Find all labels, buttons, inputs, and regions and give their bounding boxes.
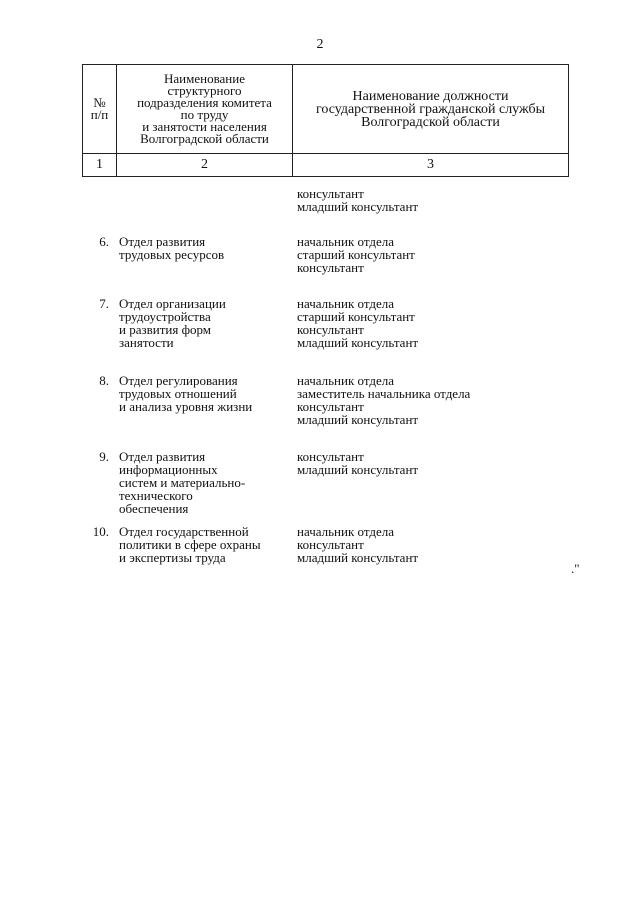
position-line: консультант xyxy=(297,399,364,414)
row-number: 8. xyxy=(99,373,109,388)
table-row xyxy=(82,450,569,515)
header-num-2: 2 xyxy=(117,154,293,177)
position-line: начальник отдела xyxy=(297,373,395,388)
closing-quote-mark: ." xyxy=(571,561,580,576)
positions-list xyxy=(297,235,415,274)
row-number: 6. xyxy=(99,234,109,249)
position-line: старший консультант xyxy=(297,247,415,262)
header-col-number-text: № п/п xyxy=(90,95,109,122)
header-col-department-text: Наименование структурного подразделения комитета по труду и занятости населения Волгоградской области xyxy=(137,71,272,146)
position-line: младший консультант xyxy=(297,412,419,427)
continued-positions xyxy=(297,187,569,213)
table-row xyxy=(82,525,569,564)
table-header xyxy=(82,64,569,177)
header-col-department xyxy=(117,65,293,154)
position-line: начальник отдела xyxy=(297,524,395,539)
position-line: начальник отдела xyxy=(297,296,395,311)
position-line: младший консультант xyxy=(297,462,419,477)
header-col-number xyxy=(83,65,117,154)
table-body xyxy=(82,186,569,565)
position-line: консультант xyxy=(297,186,364,201)
positions-list xyxy=(297,525,418,564)
table-row xyxy=(82,235,569,274)
header-col-position-text: Наименование должности государственной гражданской службы Волгоградской области xyxy=(315,88,546,130)
row-number: 7. xyxy=(99,296,109,311)
position-line: заместитель начальника отдела xyxy=(297,386,471,401)
table-row xyxy=(82,297,569,349)
position-line: консультант xyxy=(297,537,364,552)
department-name: Отдел государственной политики в сфере охраны и экспертизы труда xyxy=(119,524,261,565)
position-line: консультант xyxy=(297,322,364,337)
position-line: консультант xyxy=(297,449,364,464)
table-row xyxy=(82,374,569,426)
department-name: Отдел организации трудоустройства и развития форм занятости xyxy=(119,296,226,350)
row-number: 9. xyxy=(99,449,109,464)
header-num-3: 3 xyxy=(293,154,569,177)
row-number: 10. xyxy=(92,524,109,539)
positions-list xyxy=(297,450,418,515)
position-line: начальник отдела xyxy=(297,234,395,249)
position-line: младший консультант xyxy=(297,335,419,350)
position-line: младший консультант xyxy=(297,199,419,214)
positions-list xyxy=(297,374,470,426)
header-col-position xyxy=(293,65,569,154)
position-line: старший консультант xyxy=(297,309,415,324)
page-number: 2 xyxy=(316,37,324,52)
department-name: Отдел развития трудовых ресурсов xyxy=(119,234,225,262)
position-line: консультант xyxy=(297,260,364,275)
position-line: младший консультант xyxy=(297,550,419,565)
department-name: Отдел регулирования трудовых отношений и анализа уровня жизни xyxy=(119,373,253,414)
department-name: Отдел развития информационных систем и материально- технического обеспечения xyxy=(119,449,246,516)
header-num-1: 1 xyxy=(83,154,117,177)
positions-list xyxy=(297,297,418,349)
